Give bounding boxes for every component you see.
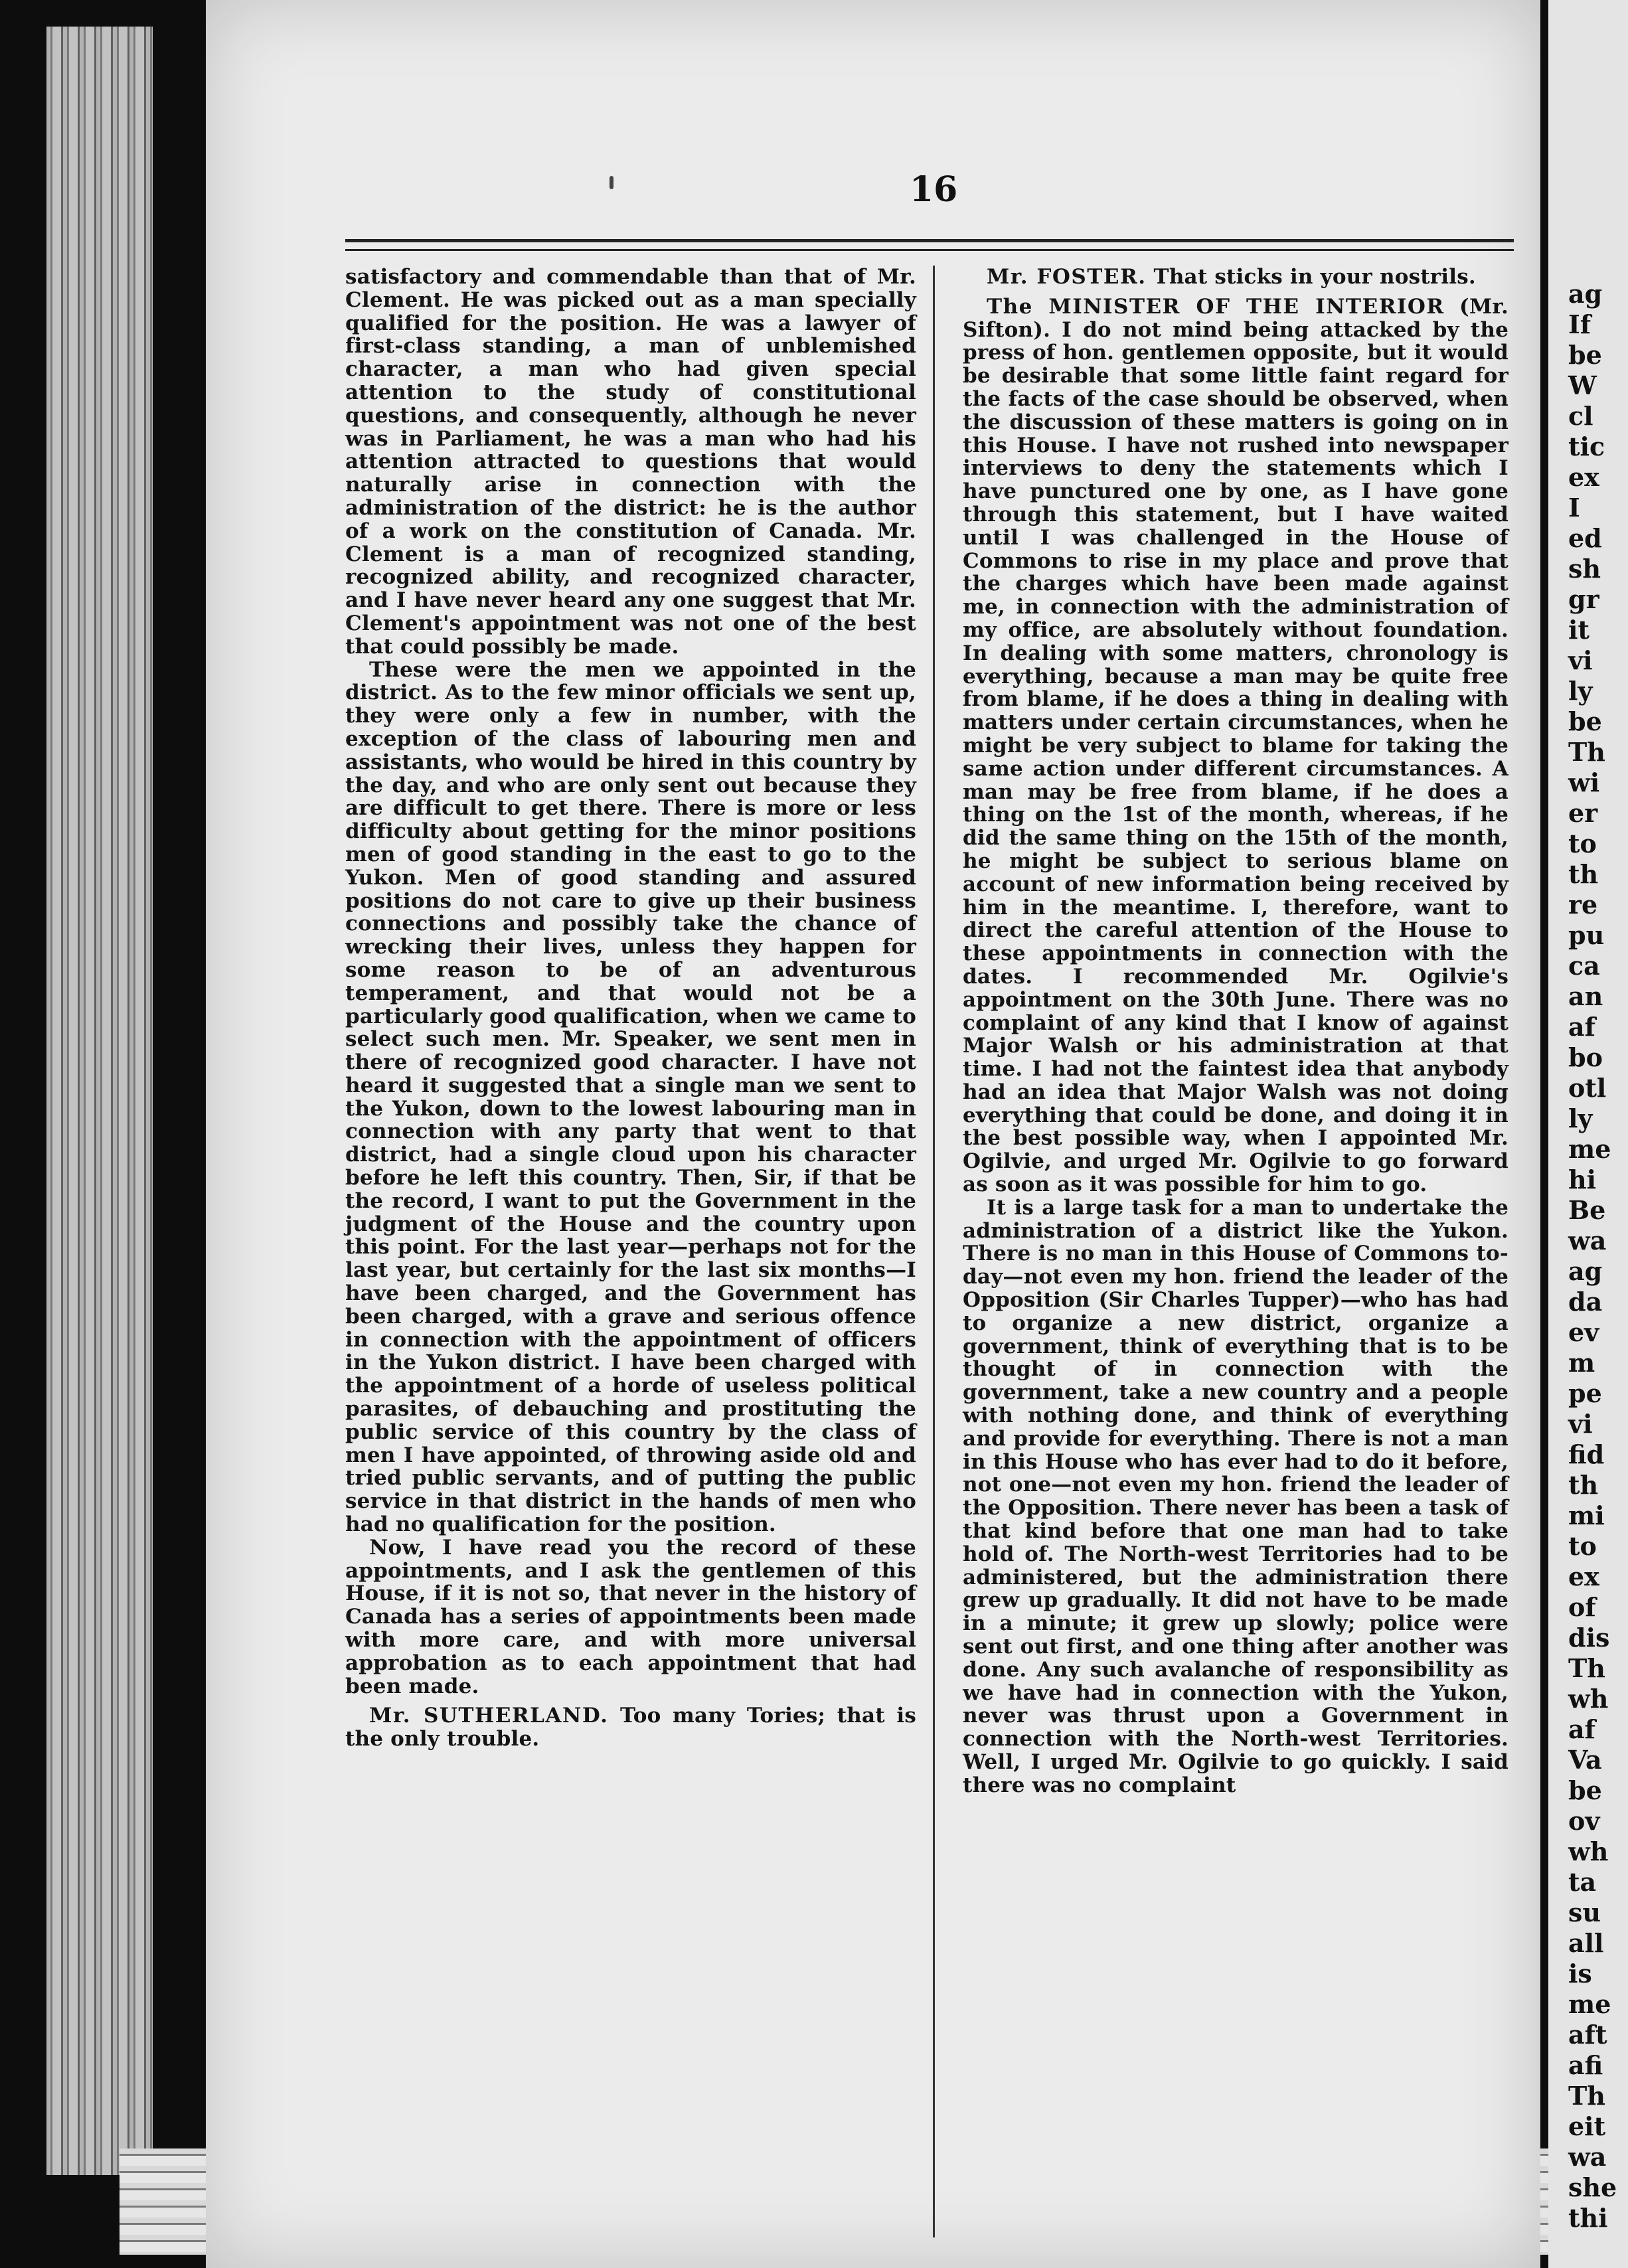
adjacent-page-fragment: she bbox=[1568, 2172, 1617, 2202]
adjacent-page-fragment: sh bbox=[1568, 554, 1601, 584]
speech bbox=[963, 295, 1508, 1196]
adjacent-page-fragment: wi bbox=[1568, 768, 1600, 797]
adjacent-page-strip bbox=[1548, 0, 1628, 2268]
adjacent-page-fragment: to bbox=[1568, 829, 1597, 858]
speech-text: Too many Tories; that is the only trouble. bbox=[345, 1704, 916, 1751]
adjacent-page-fragment: ag bbox=[1568, 279, 1603, 309]
adjacent-page-fragment: aft bbox=[1568, 2020, 1607, 2050]
speech-text: That sticks in your nostrils. bbox=[1153, 265, 1476, 289]
adjacent-page-fragment: hi bbox=[1568, 1165, 1597, 1194]
adjacent-page-fragment: of bbox=[1568, 1592, 1596, 1622]
adjacent-page-fragment: Th bbox=[1568, 2081, 1605, 2111]
speaker-name: Mr. SUTHERLAND. bbox=[369, 1704, 609, 1728]
interjection bbox=[963, 266, 1508, 289]
adjacent-page-fragment: to bbox=[1568, 1531, 1597, 1561]
adjacent-page-fragment: is bbox=[1568, 1959, 1592, 1988]
interjection bbox=[345, 1704, 916, 1751]
adjacent-page-fragment: af bbox=[1568, 1012, 1595, 1042]
adjacent-page-fragment: wh bbox=[1568, 1836, 1609, 1866]
adjacent-page-fragment: ta bbox=[1568, 1867, 1597, 1897]
speaker-name: The MINISTER OF THE INTERIOR bbox=[987, 294, 1445, 319]
adjacent-page-fragment: all bbox=[1568, 1928, 1604, 1958]
adjacent-page-fragment: Th bbox=[1568, 1653, 1605, 1683]
column-divider bbox=[933, 266, 935, 2237]
adjacent-page-fragment: mi bbox=[1568, 1500, 1605, 1530]
adjacent-page-fragment: ov bbox=[1568, 1806, 1600, 1836]
adjacent-page-fragment: tic bbox=[1568, 432, 1605, 461]
adjacent-page-fragment: be bbox=[1568, 706, 1602, 736]
page-number: 16 bbox=[910, 169, 958, 210]
adjacent-page-fragment: thi bbox=[1568, 2203, 1608, 2233]
adjacent-page-fragment: dis bbox=[1568, 1623, 1610, 1653]
adjacent-page-fragment: ed bbox=[1568, 523, 1602, 553]
adjacent-page-fragment: If bbox=[1568, 309, 1591, 339]
adjacent-page-fragment: m bbox=[1568, 1348, 1595, 1378]
speech-text: (Mr. Sifton). I do not mind being attacked by the press of hon. gentlemen opposite, but it would be desirable that some little faint regard for the facts of the case should be observed, when the discussion of these matters is going on in this House. I have not rushed into newspaper interviews to deny the statements which I have punctured one by one, as I have gone through this statement, but I have waited until I was challenged in the House of Commons to rise in my place and prove that the charges which have been made against me, in connection with the administration of my office, are absolutely without foundation. In dealing with some matters, chronology is everything, because a man may be quite free from blame, if he does a thing in dealing with matters under certain circumstances, when he might be very subject to blame for taking the same action under different circumstances. A man may be free from blame, if he does a thing on the 1st of the month, whereas, if he did the same thing on the 15th of the month, he might be subject to serious blame on account of new information being received by him in the meantime. I, therefore, want to direct the careful attention of the House to these appointments in connection with the dates. I recommended Mr. Ogilvie's appointment on the 30th June. There was no complaint of any kind that I know of against Major Walsh or his administration at that time. I had not the faintest idea that anybody had an idea that Major Walsh was not doing everything that could be done, and doing it in the best possible way, when I appointed Mr. Ogilvie, and urged Mr. Ogilvie to go forward as soon as it was possible for him to go. bbox=[963, 294, 1509, 1197]
adjacent-page-fragment: it bbox=[1568, 615, 1589, 645]
adjacent-page-fragment: th bbox=[1568, 859, 1599, 889]
adjacent-page-fragment: ca bbox=[1568, 951, 1600, 981]
header-rule bbox=[345, 239, 1514, 242]
adjacent-page-fragment: bo bbox=[1568, 1042, 1603, 1072]
adjacent-page-fragment: th bbox=[1568, 1470, 1599, 1500]
adjacent-page-fragment: af bbox=[1568, 1714, 1595, 1744]
adjacent-page-fragment: be bbox=[1568, 340, 1602, 370]
adjacent-page-fragment: gr bbox=[1568, 584, 1599, 614]
paragraph: These were the men we appointed in the district. As to the few minor officials we sent up, they were only a few in number, with the exception of the class of labouring men and assistants, who would be hired in this country by the day, and who are only sent out because they are difficult to get there. There is more or less difficulty about getting for the minor positions men of good standing in the east to go to the Yukon. Men of good standing and assured positions do not care to give up their business connections and possibly take the chance of wrecking their lives, unless they happen for some reason to be of an adventurous temperament, and that would not be a particularly good qualification, when we came to select such men. Mr. Speaker, we sent men in there of recognized good character. I have not heard it suggested that a single man we sent to the Yukon, down to the lowest labouring man in connection with any party that went to that district, had a single cloud upon his character before he left this country. Then, Sir, if that be the record, I want to put the Government in the judgment of the House and the country upon this point. For the last year—perhaps not for the last year, but certainly for the last six months—I have been charged, and the Government has been charged, with a grave and serious offence in connection with the appointment of officers in the Yukon district. I have been charged with the appointment of a horde of useless political parasites, of debauching and prostituting the public service of this country by the class of men I have appointed, of throwing aside old and tried public servants, and of putting the public service in that district in the hands of men who had no qualification for the position. bbox=[345, 657, 916, 1537]
adjacent-page-fragment: vi bbox=[1568, 1409, 1593, 1439]
adjacent-page-fragment: ex bbox=[1568, 462, 1599, 492]
adjacent-page-fragment: wa bbox=[1568, 1226, 1607, 1256]
paragraph: Now, I have read you the record of these appointments, and I ask the gentlemen of this House, if it is not so, that never in the history of Canada has a series of appointments been made with more care, and with more universal approbation as to each appointment that had been made. bbox=[345, 1535, 916, 1698]
adjacent-page-fragment: vi bbox=[1568, 645, 1593, 675]
adjacent-page-fragment: ag bbox=[1568, 1256, 1603, 1286]
header-rule-thin bbox=[345, 249, 1514, 251]
adjacent-page-fragment: da bbox=[1568, 1287, 1603, 1317]
adjacent-page-fragment: er bbox=[1568, 798, 1598, 828]
adjacent-page-fragment: me bbox=[1568, 1134, 1611, 1164]
adjacent-page-fragment: cl bbox=[1568, 401, 1593, 431]
adjacent-page-fragment: pu bbox=[1568, 920, 1605, 950]
adjacent-page-fragment: Th bbox=[1568, 737, 1605, 767]
adjacent-page-fragment: ex bbox=[1568, 1562, 1599, 1591]
adjacent-page-fragment: Be bbox=[1568, 1195, 1606, 1225]
adjacent-page-fragment: ly bbox=[1568, 1103, 1593, 1133]
adjacent-page-fragment: otl bbox=[1568, 1073, 1607, 1103]
right-column bbox=[963, 266, 1508, 1797]
adjacent-page-fragment: eit bbox=[1568, 2111, 1606, 2141]
stacked-page-edges bbox=[46, 27, 153, 2175]
ink-mark bbox=[610, 176, 613, 189]
left-column bbox=[345, 266, 916, 1751]
adjacent-page-fragment: afi bbox=[1568, 2050, 1603, 2080]
adjacent-page-fragment: Va bbox=[1568, 1745, 1602, 1775]
adjacent-page-fragment: me bbox=[1568, 1989, 1611, 2019]
paragraph: It is a large task for a man to undertake the administration of a district like the Yukon. There is no man in this House of Commons to-day—not even my hon. friend the leader of the Opposition (Sir Charles Tupper)—who has had to organize a new district, organize a government, think of everything that is to be thought of in connection with the government, take a new country and a people with nothing done, and think of everything and provide for everything. There is not a man in this House who has ever had to do it before, not one—not even my hon. friend the leader of the Opposition. There never has been a task of that kind before that one man had to take hold of. The North-west Territories had to be administered, but the administration there grew up gradually. It did not have to be made in a minute; it grew up slowly; police were sent out first, and one thing after another was done. Any such avalanche of responsibility as we have had in connection with the Yukon, never was thrust upon a Government in connection with the North-west Territories. Well, I urged Mr. Ogilvie to go quickly. I said there was no complaint bbox=[963, 1195, 1508, 1797]
adjacent-page-fragment: wh bbox=[1568, 1684, 1609, 1714]
adjacent-page-fragment: ev bbox=[1568, 1317, 1599, 1347]
adjacent-page-fragment: an bbox=[1568, 981, 1603, 1011]
adjacent-page-fragment: W bbox=[1568, 370, 1597, 400]
adjacent-page-fragment: ly bbox=[1568, 676, 1593, 706]
adjacent-page-fragment: be bbox=[1568, 1775, 1602, 1805]
adjacent-page-fragment: pe bbox=[1568, 1378, 1602, 1408]
speaker-name: Mr. FOSTER. bbox=[987, 265, 1147, 289]
adjacent-page-fragment: wa bbox=[1568, 2142, 1607, 2172]
adjacent-page-fragment: re bbox=[1568, 890, 1598, 920]
adjacent-page-fragment: fid bbox=[1568, 1439, 1605, 1469]
adjacent-page-fragment: I bbox=[1568, 493, 1580, 523]
adjacent-page-fragment: su bbox=[1568, 1898, 1601, 1927]
paragraph: satisfactory and commendable than that of Mr. Clement. He was picked out as a man specially qualified for the position. He was a lawyer of first-class standing, a man of unblemished character, a man who had given special attention to the study of constitutional questions, and consequently, although he never was in Parliament, he was a man who had his attention attracted to questions that would naturally arise in connection with the administration of the district: he is the author of a work on the constitution of Canada. Mr. Clement is a man of recognized standing, recognized ability, and recognized character, and I have never heard any one suggest that Mr. Clement's appointment was not one of the best that could possibly be made. bbox=[345, 265, 916, 659]
